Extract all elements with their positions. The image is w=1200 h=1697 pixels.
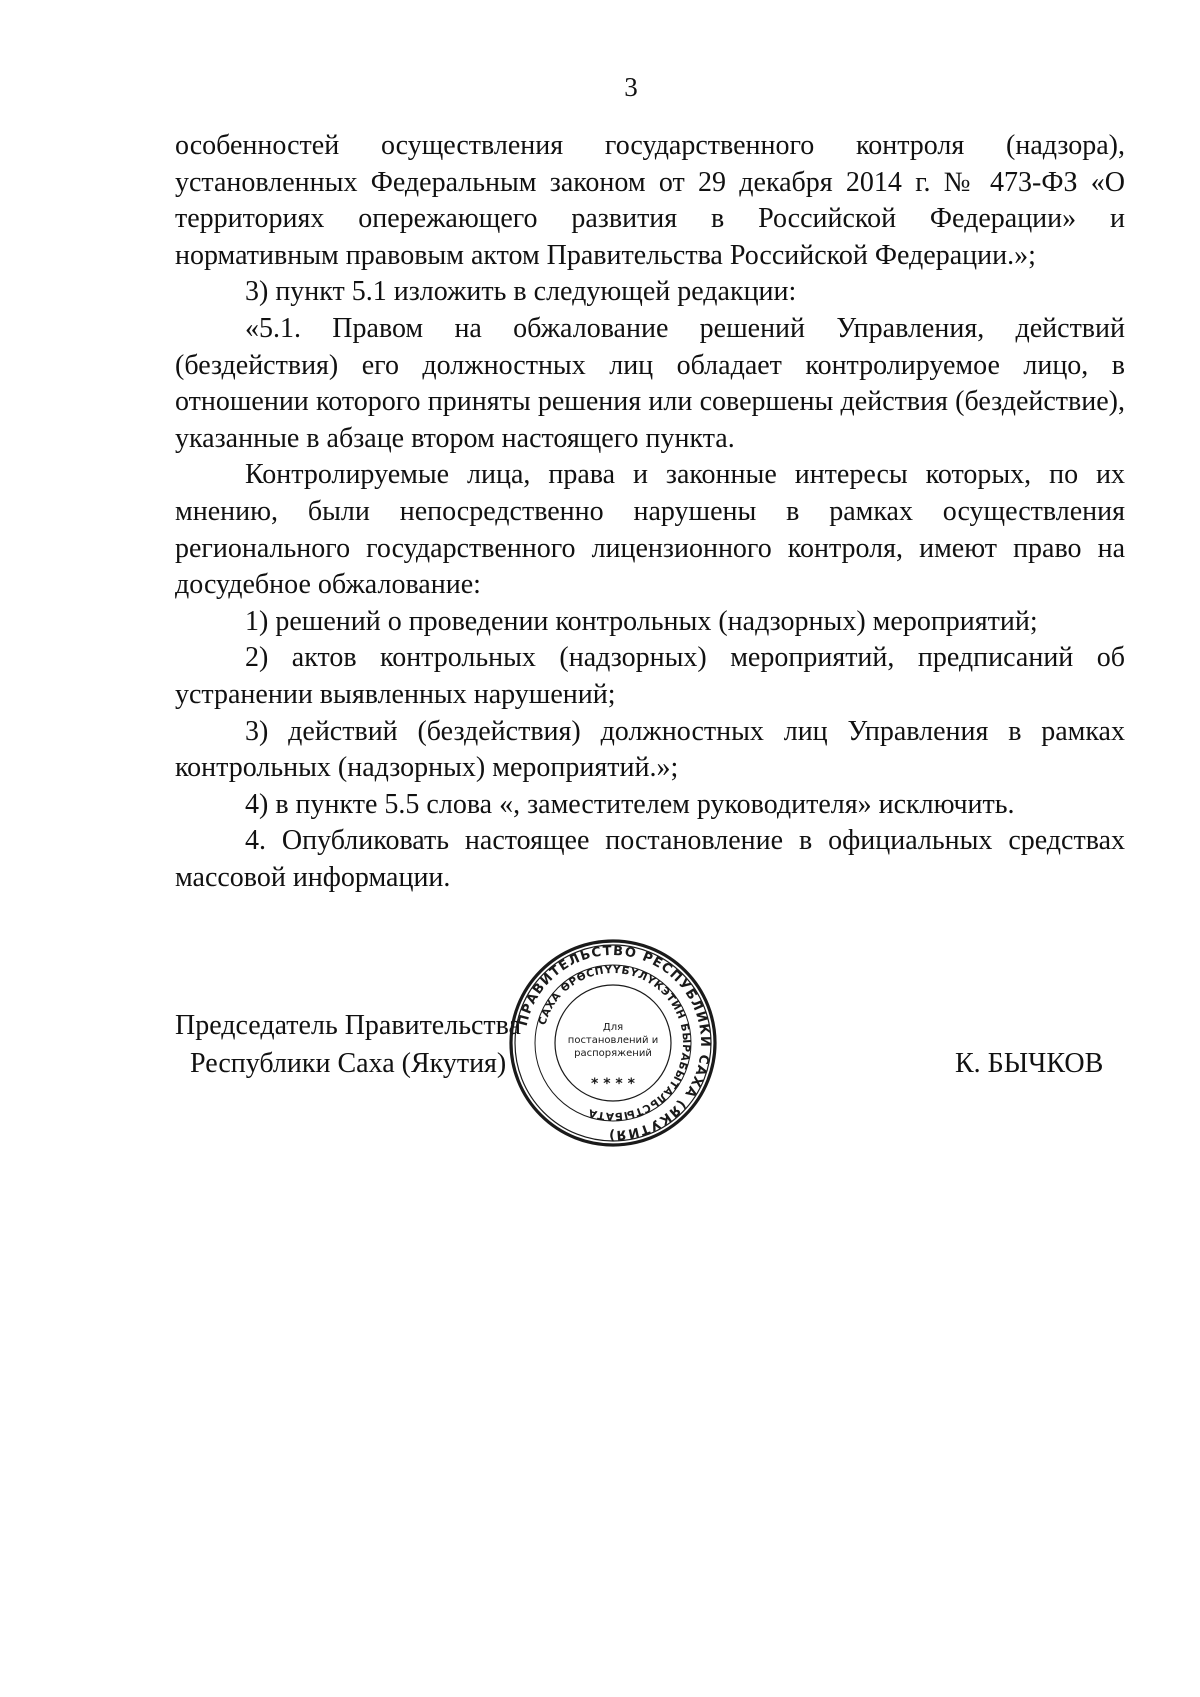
- signatory-title: [175, 1007, 521, 1083]
- seal-inner-text: САХА ӨРӨСПҮҮБҮЛҮКЭТИН БЫРАБЫТАЛЬСТЫБАТА: [536, 963, 693, 1123]
- signatory-title-line1: Председатель Правительства: [175, 1010, 521, 1041]
- list-item-2: 2) актов контрольных (надзорных) мероприятий, предписаний об устранении выявленных нарушений;: [175, 642, 1125, 710]
- paragraph-controlled-persons: Контролируемые лица, права и законные интересы которых, по их мнению, были непосредственно нарушены в рамках осуществления регионального государственного лицензионного контроля, имеют право на досудебное обжалование:: [175, 459, 1125, 601]
- page-number: 3: [624, 72, 638, 102]
- paragraph-item-4: 4) в пункте 5.5 слова «, заместителем руководителя» исключить.: [245, 788, 1015, 820]
- seal-stars: * * * *: [591, 1076, 635, 1092]
- list-item-1: 1) решений о проведении контрольных (надзорных) мероприятий;: [245, 605, 1038, 637]
- official-seal-stamp: [508, 938, 718, 1148]
- list-item-3: 3) действий (бездействия) должностных лиц Управления в рамках контрольных (надзорных) мероприятий.»;: [175, 715, 1125, 784]
- signatory-name: К. БЫЧКОВ: [955, 1048, 1104, 1079]
- paragraph-publish: 4. Опубликовать настоящее постановление в официальных средствах массовой информации.: [175, 825, 1125, 893]
- seal-center-line1: Для: [602, 1022, 624, 1033]
- seal-center-line3: распоряжений: [574, 1048, 652, 1059]
- paragraph-continuation: особенностей осуществления государственного контроля (надзора), установленных Федеральным законом от 29 декабря 2014 г. № 473-ФЗ «О территориях опережающего развития в Российской Федерации» и нормативным правовым актом Правительства Российской Федерации.»;: [175, 130, 1125, 271]
- signatory-title-line2: Республики Саха (Якутия): [190, 1048, 507, 1079]
- document-body: [175, 128, 1125, 896]
- paragraph-item-3: 3) пункт 5.1 изложить в следующей редакции:: [245, 276, 797, 308]
- seal-outer-text: ПРАВИТЕЛЬСТВО РЕСПУБЛИКИ САХА (ЯКУТИЯ): [515, 943, 713, 1143]
- seal-center-line2: постановлений и: [567, 1035, 659, 1046]
- paragraph-clause-5-1: «5.1. Правом на обжалование решений Управления, действий (бездействия) его должностных лиц обладает контролируемое лицо, в отношении которого приняты решения или совершены действия (бездействие), указанные в абзаце втором настоящего пункта.: [175, 312, 1125, 454]
